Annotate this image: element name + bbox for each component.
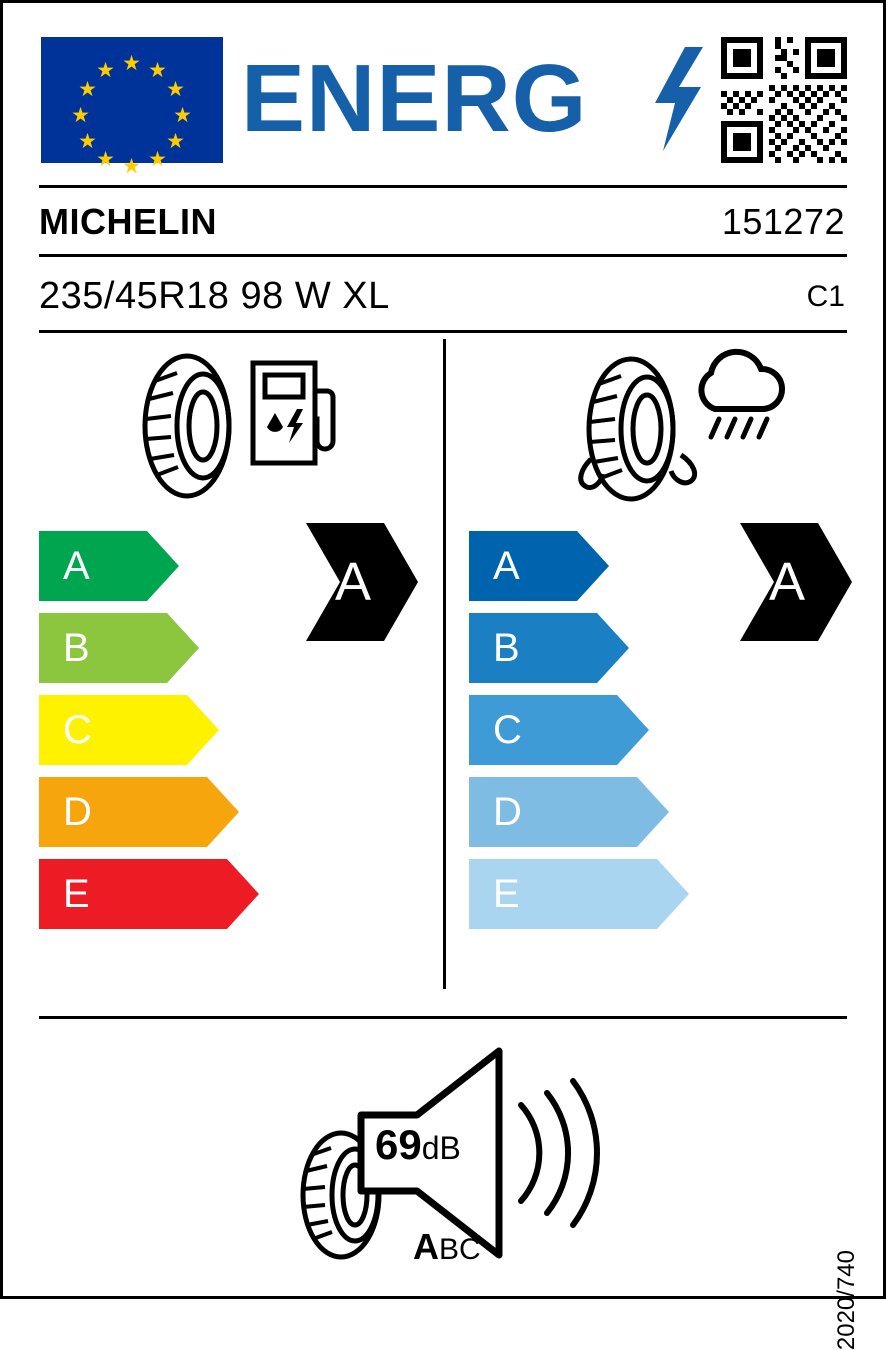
noise-class (413, 1226, 481, 1268)
grade-letter: E (493, 872, 520, 916)
rain-cloud-tyre-icon (563, 351, 793, 511)
eu-flag-icon (41, 37, 223, 178)
qr-code-icon (721, 37, 847, 163)
divider-top (39, 185, 847, 188)
energy-wordmark: ENERG (241, 45, 588, 152)
tyre-size: 235/45R18 98 W XL (39, 275, 390, 317)
grade-letter: D (63, 790, 92, 834)
article-number: 151272 (721, 201, 845, 242)
brand-name: MICHELIN (39, 201, 217, 242)
fuel-efficiency-result (306, 523, 418, 641)
fuel-pump-tyre-icon (125, 351, 335, 501)
noise-unit: dB (421, 1130, 461, 1166)
divider-size (39, 330, 847, 333)
divider-noise (39, 1016, 847, 1019)
grade-letter: B (63, 626, 90, 670)
grade-letter: B (493, 626, 520, 670)
grade-letter: C (63, 708, 92, 752)
grade-letter: E (63, 872, 90, 916)
regulation-reference: 2020/740 (833, 1250, 860, 1350)
noise-class-inactive: BC (439, 1233, 481, 1266)
noise-class-active: A (413, 1226, 439, 1267)
eu-stars: ★ ★ ★ ★ ★ ★ ★ ★ ★ ★ ★ ★ (71, 52, 192, 178)
grade-letter: A (493, 544, 520, 588)
divider-brand (39, 254, 847, 257)
noise-number: 69 (375, 1121, 422, 1168)
fuel-result-letter: A (334, 552, 372, 612)
grade-letter: D (493, 790, 522, 834)
tyre-class: C1 (806, 280, 845, 313)
lightning-bolt-icon (651, 47, 703, 151)
noise-value (375, 1121, 461, 1169)
section-divider-vertical (443, 339, 446, 989)
wet-grip-result (740, 523, 852, 641)
noise-section (283, 1043, 613, 1273)
grade-letter: C (493, 708, 522, 752)
wet-grip-result-letter: A (768, 552, 806, 612)
grade-letter: A (63, 544, 90, 588)
